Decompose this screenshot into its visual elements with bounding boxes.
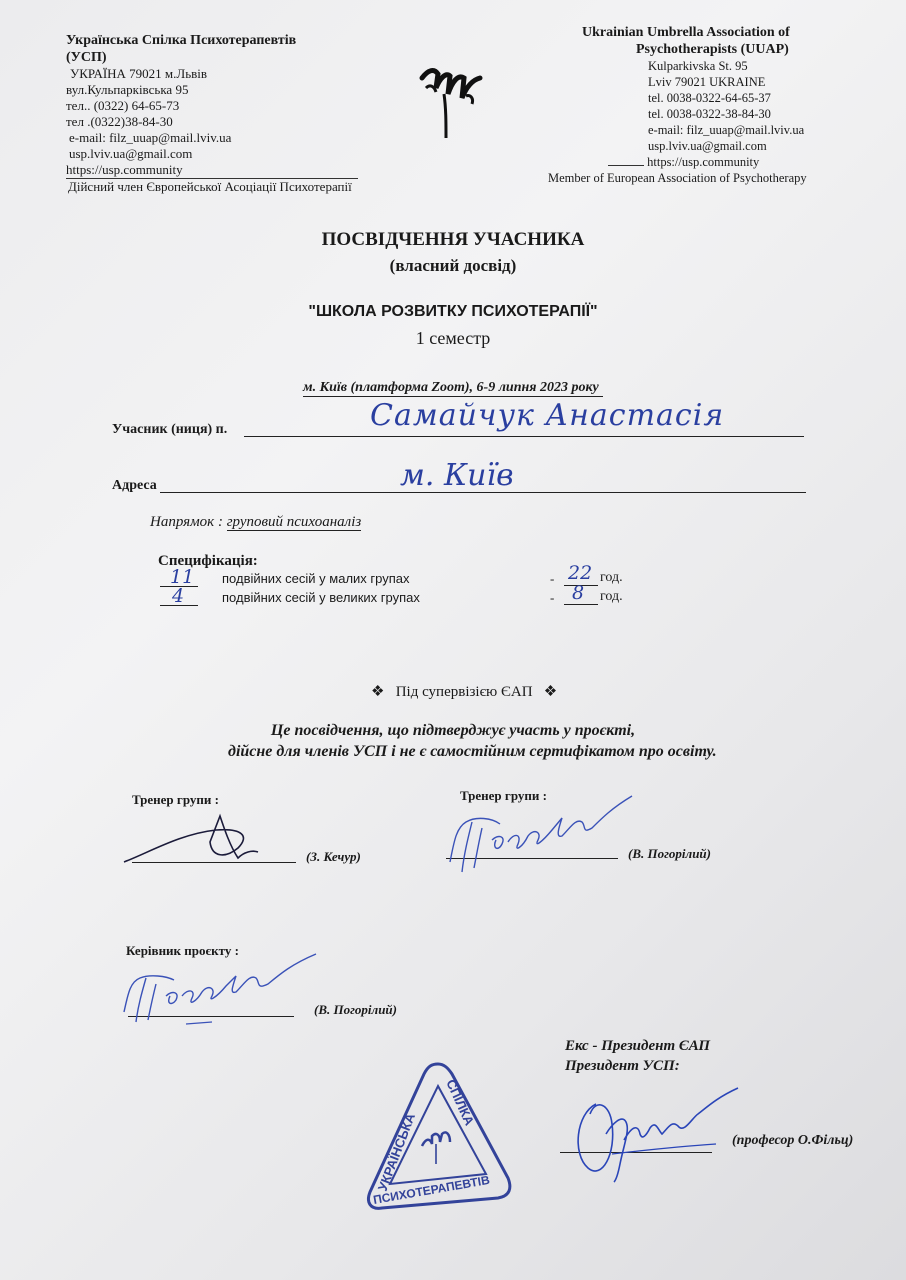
manager-signature bbox=[116, 950, 326, 1035]
spec-count: 11 bbox=[170, 566, 195, 588]
org-name-en-2: Psychotherapists (UUAP) bbox=[636, 42, 789, 57]
org-name-ua: Українська Спілка Психотерапевтів bbox=[66, 33, 297, 48]
spec-count: 4 bbox=[172, 585, 185, 607]
spec-text: подвійних сесій у великих групах bbox=[222, 590, 420, 605]
org-name-en: Ukrainian Umbrella Association of bbox=[582, 25, 790, 40]
document-subtitle: (власний досвід) bbox=[389, 256, 517, 275]
president-title-1: Екс - Президент ЄАП bbox=[565, 1038, 711, 1054]
svg-text:УКРАЇНСЬКА bbox=[375, 1111, 418, 1194]
official-stamp bbox=[360, 1058, 520, 1218]
document-title: ПОСВІДЧЕННЯ УЧАСНИКА bbox=[321, 229, 585, 250]
manager-label: Керівник проєкту : bbox=[126, 943, 239, 958]
email-line: usp.lviv.ua@gmail.com bbox=[69, 146, 193, 161]
participant-line bbox=[244, 436, 804, 437]
address-value: м. Київ bbox=[400, 458, 514, 493]
president-name: (професор О.Фільц) bbox=[732, 1133, 854, 1148]
address-label: Адреса bbox=[112, 478, 157, 493]
diamond-icon: ❖ bbox=[543, 684, 558, 700]
svg-text:СПІЛКА bbox=[443, 1077, 477, 1128]
stamp-left-text: УКРАЇНСЬКА bbox=[374, 1111, 419, 1194]
phone-line: тел.. (0322) 64-65-73 bbox=[66, 98, 180, 113]
direction-value: груповий психоаналіз bbox=[226, 514, 362, 530]
spec-label: Специфікація: bbox=[158, 553, 258, 569]
spec-unit: год. bbox=[600, 570, 623, 585]
phone-line: tel. 0038-0322-64-65-37 bbox=[648, 91, 771, 105]
supervision-row bbox=[371, 682, 557, 701]
stamp-bottom-text: ПСИХОТЕРАПЕВТІВ bbox=[372, 1172, 491, 1207]
trainer1-name: (З. Кечур) bbox=[306, 849, 361, 864]
program-name: "ШКОЛА РОЗВИТКУ ПСИХОТЕРАПІЇ" bbox=[308, 303, 598, 320]
manager-name: (В. Погорілий) bbox=[314, 1002, 397, 1017]
trainer1-signature bbox=[120, 812, 260, 873]
website-line: https://usp.community bbox=[66, 162, 358, 179]
document-page: Українська Спілка Психотерапевтів (УСП) УКРАЇНА 79021 м.Львів вул.Кульпарківська 95 тел.. (0322) 64-65-73 тел .(0322)38-84-30 e-mail: filz_uuap@mail.lviv.ua usp.lviv.ua@gmail.com https://usp.community Дійсний член Європейської Асоціації Психотерапії Ukrainian Umbrella Association of Psychotherapists (UUAP) Kulparkivska St. 95 Lviv 79021 UKRAINE tel. 0038-0322-64-65-37 tel. 0038-0322-38-84-30 e-mail: filz_uuap@mail.lviv.ua usp.lviv.ua@gmail.com https://usp.community Member of European Association of Psychotherapy ПОСВІДЧЕННЯ УЧАСНИКА (власний досвід) "ШКОЛА РОЗВИТКУ ПСИХОТЕРАПІЇ" 1 семестр м. Київ (платформа Zoom), 6-9 липня 2023 року Учасник (ниця) п. Самайчук Анастасія Адреса м. Київ Напрямок : груповий психоаналіз Специфікація: 11 подвійних сесій у малих групах - 22 год. 4 подвійних сесій у великих групах - 8 год. ❖ Під супервізією ЄАП ❖ Це посвідчення, що підтверджує участь у проєкті, дійсне для членів УСП і не є самостійним сертифікатом про освіту. Тренер групи : (З. Кечур) Тренер групи : (В. Погорілий) Керівник проєкту : (В. Погорілий) Екс - Президент ЄАП Президент УСП: (професор О.Фільц) УКРАЇНСЬКА СПІЛКА ПСИХОТЕРАПЕВТІВ bbox=[0, 0, 906, 1280]
email-line: e-mail: filz_uuap@mail.lviv.ua bbox=[69, 130, 232, 145]
website-line: https://usp.community bbox=[548, 154, 807, 170]
phone-line: tel. 0038-0322-38-84-30 bbox=[648, 107, 771, 121]
spec-unit: год. bbox=[600, 589, 623, 604]
participant-name: Самайчук Анастасія bbox=[370, 398, 725, 433]
note-line-2: дійсне для членів УСП і не є самостійним сертифікатом про освіту. bbox=[228, 743, 717, 760]
trainer1-label: Тренер групи : bbox=[132, 792, 219, 807]
header-right bbox=[548, 24, 807, 186]
note-line-1: Це посвідчення, що підтверджує участь у проєкті, bbox=[270, 722, 636, 739]
address-line: Kulparkivska St. 95 bbox=[648, 59, 748, 73]
location-date: м. Київ (платформа Zoom), 6-9 липня 2023 року bbox=[303, 380, 603, 397]
spec-hours: 22 bbox=[568, 562, 593, 584]
email-line: usp.lviv.ua@gmail.com bbox=[648, 139, 767, 153]
semester: 1 семестр bbox=[415, 328, 491, 348]
trainer2-label: Тренер групи : bbox=[460, 788, 547, 803]
supervision-text: Під супервізією ЄАП bbox=[395, 684, 533, 700]
direction-label: Напрямок : bbox=[150, 514, 223, 530]
president-title-2: Президент УСП: bbox=[565, 1058, 680, 1074]
spec-text: подвійних сесій у малих групах bbox=[222, 571, 410, 586]
address-line: УКРАЇНА 79021 м.Львів bbox=[70, 66, 208, 81]
address-line: вул.Кульпарківська 95 bbox=[66, 82, 189, 97]
trainer2-signature bbox=[442, 788, 642, 883]
org-abbr-ua: (УСП) bbox=[66, 50, 107, 65]
phone-line: тел .(0322)38-84-30 bbox=[66, 114, 173, 129]
email-line: e-mail: filz_uuap@mail.lviv.ua bbox=[648, 123, 805, 137]
trainer2-name: (В. Погорілий) bbox=[628, 846, 711, 861]
usp-logo bbox=[414, 48, 490, 140]
header-left bbox=[66, 32, 358, 195]
spec-hours: 8 bbox=[572, 582, 585, 604]
direction-row bbox=[150, 514, 361, 531]
membership-line: Дійсний член Європейської Асоціації Психотерапії bbox=[68, 179, 352, 194]
diamond-icon: ❖ bbox=[371, 684, 385, 700]
participant-label: Учасник (ниця) п. bbox=[112, 422, 228, 437]
membership-line: Member of European Association of Psychotherapy bbox=[548, 171, 807, 185]
stamp-right-text: СПІЛКА bbox=[443, 1077, 478, 1128]
address-line: Lviv 79021 UKRAINE bbox=[648, 75, 766, 89]
president-signature bbox=[566, 1084, 746, 1189]
